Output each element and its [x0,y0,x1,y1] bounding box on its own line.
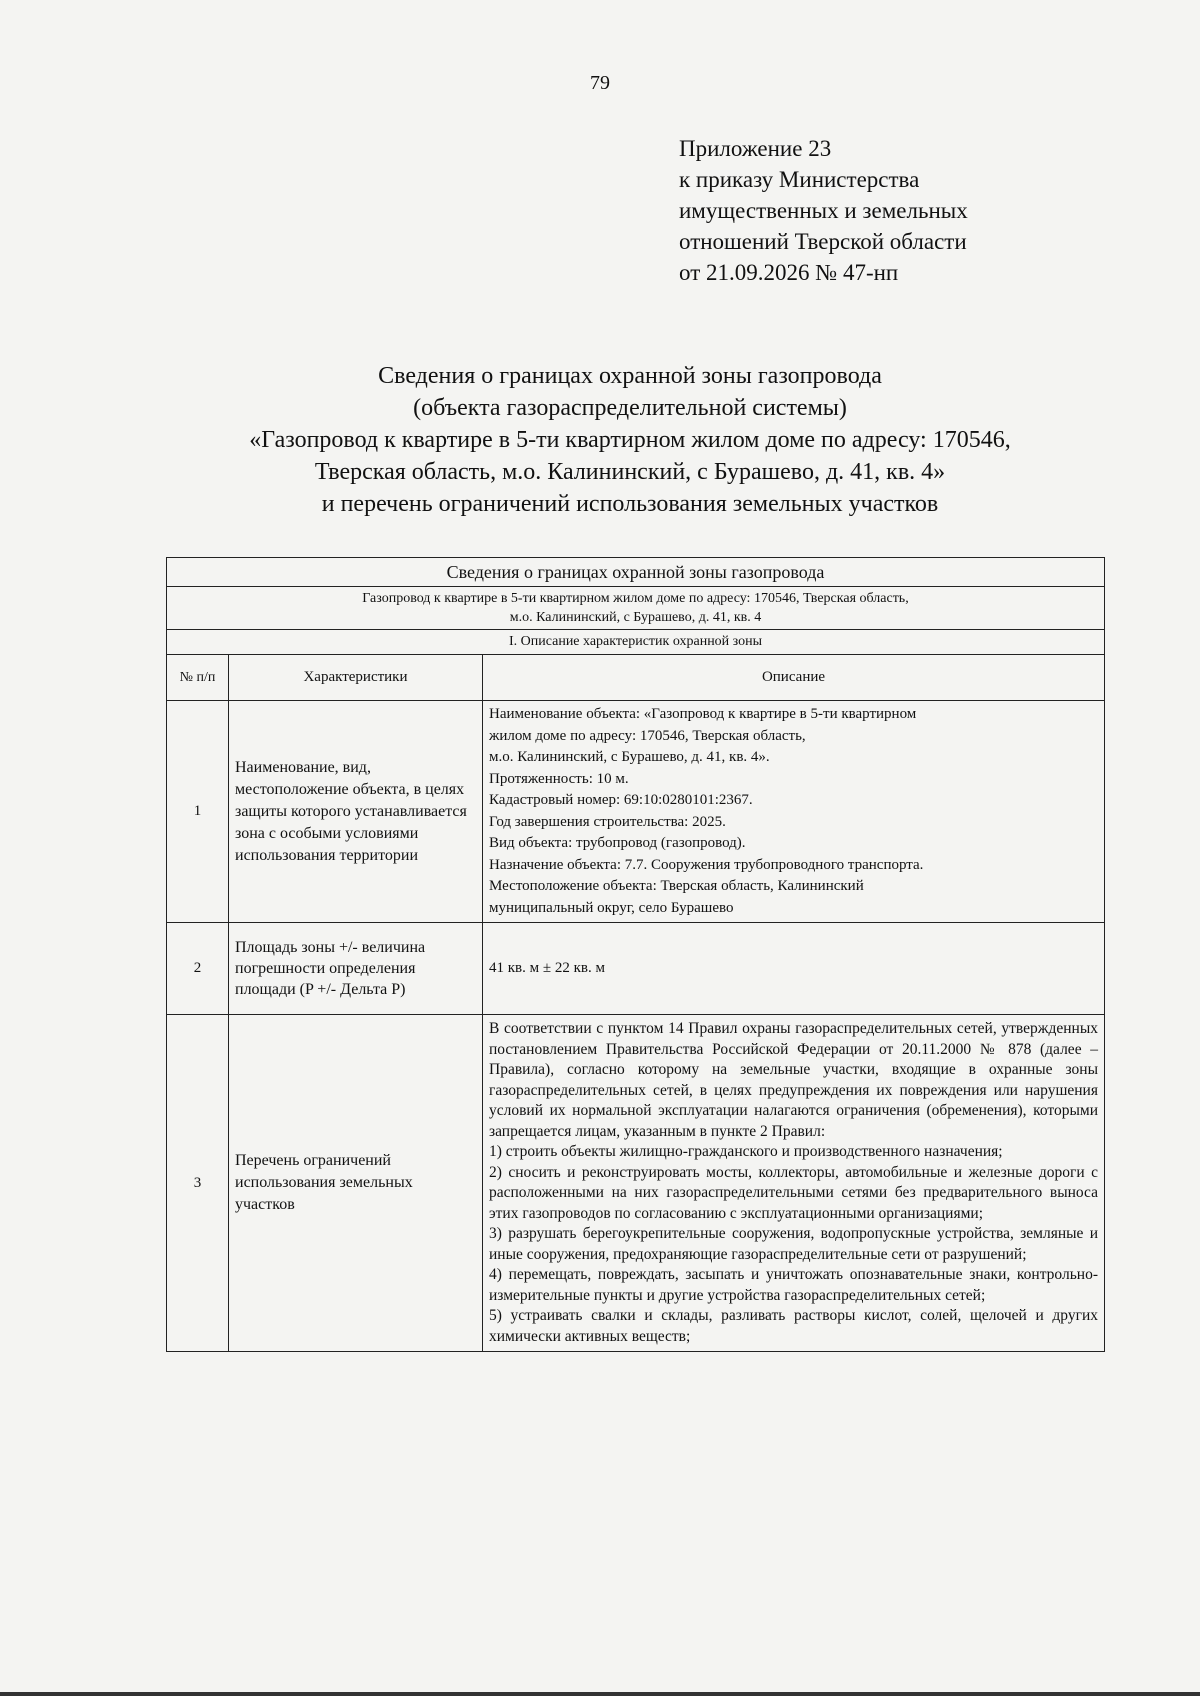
column-header-characteristics: Характеристики [229,655,483,701]
zone-table [166,557,1105,1352]
column-header-description: Описание [483,655,1105,701]
description-line: муниципальный округ, село Бурашево [489,899,734,916]
row-number: 3 [167,1015,229,1352]
description-line: Назначение объекта: 7.7. Сооружения трубопроводного транспорта. [489,856,924,873]
appendix-line: Приложение 23 [679,136,832,161]
row-characteristic: Наименование, вид, местоположение объекта, в целях защиты которого устанавливается зона с особыми условиями использования территории [229,701,483,923]
scan-edge [0,1692,1200,1696]
title-line: Сведения о границах охранной зоны газопровода [378,363,882,389]
description-line: Вид объекта: трубопровод (газопровод). [489,835,746,851]
description-line: Кадастровый номер: 69:10:0280101:2367. [489,792,753,808]
document-title [150,360,1110,520]
title-line: Тверская область, м.о. Калининский, с Бурашево, д. 41, кв. 4» [314,459,946,485]
appendix-line: к приказу Министерства [679,167,920,192]
table-row [167,923,1105,1015]
table-section-title: I. Описание характеристик охранной зоны [167,630,1105,655]
object-line: м.о. Калининский, с Бурашево, д. 41, кв. 4 [509,610,762,625]
title-line: «Газопровод к квартире в 5-ти квартирном жилом доме по адресу: 170546, [249,427,1011,453]
description-line: Местоположение объекта: Тверская область, Калининский [489,878,864,894]
table-header: Сведения о границах охранной зоны газопровода [167,558,1105,587]
page-number: 79 [590,72,610,94]
column-header-num: № п/п [167,655,229,701]
row-description [483,1015,1105,1352]
table-object-name [167,587,1105,630]
description-line: Наименование объекта: «Газопровод к квартире в 5-ти квартирном [489,706,917,722]
title-line: и перечень ограничений использования земельных участков [321,491,939,517]
description-paragraph: 5) устраивать свалки и склады, разливать растворы кислот, солей, щелочей и других химически активных веществ; [489,1307,1098,1345]
description-line: Год завершения строительства: 2025. [489,813,726,830]
table-row [167,701,1105,923]
description-line: жилом доме по адресу: 170546, Тверская область, [489,727,806,744]
appendix-line: имущественных и земельных [679,198,968,223]
row-number: 2 [167,923,229,1015]
description-paragraph: 4) перемещать, повреждать, засыпать и уничтожать опознавательные знаки, контрольно-измерительные пункты и другие устройства газораспределительных сетей; [489,1266,1098,1304]
appendix-line: отношений Тверской области [679,229,967,254]
description-line: м.о. Калининский, с Бурашево, д. 41, кв. 4». [489,749,770,765]
title-line: (объекта газораспределительной системы) [413,395,847,421]
description-line: Протяженность: 10 м. [489,770,629,787]
appendix-line: от 21.09.2026 № 47-нп [679,260,899,285]
row-number: 1 [167,701,229,923]
appendix-block [679,133,968,288]
row-characteristic: Площадь зоны +/- величина погрешности определения площади (P +/- Дельта P) [229,923,483,1015]
object-line: Газопровод к квартире в 5-ти квартирном жилом доме по адресу: 170546, Тверская область, [362,591,909,606]
description-line: 41 кв. м ± 22 кв. м [489,960,605,976]
description-paragraph: В соответствии с пунктом 14 Правил охраны газораспределительных сетей, утвержденных постановлением Правительства Российской Федерации от 20.11.2000 № 878 (далее – Правила), согласно которому на земельные участки, входящие в охранные зоны газораспределительных сетей, в целях предупреждения их повреждения или нарушения условий их нормальной эксплуатации налагаются ограничения (обременения), которыми запрещается лицам, указанным в пункте 2 Правил: [489,1020,1098,1140]
description-paragraph: 3) разрушать берегоукрепительные сооружения, водопропускные устройства, земляные и иные сооружения, предохраняющие газораспределительные сети от разрушений; [489,1225,1098,1263]
row-characteristic: Перечень ограничений использования земельных участков [229,1015,483,1352]
table-row [167,1015,1105,1352]
row-description [483,923,1105,1015]
description-paragraph: 2) сносить и реконструировать мосты, коллекторы, автомобильные и железные дороги с расположенными на них газораспределительными сетями без предварительного выноса этих газопроводов по согласованию с эксплуатационными организациями; [489,1163,1098,1222]
description-paragraph: 1) строить объекты жилищно-гражданского и производственного назначения; [489,1143,1003,1160]
row-description [483,701,1105,923]
